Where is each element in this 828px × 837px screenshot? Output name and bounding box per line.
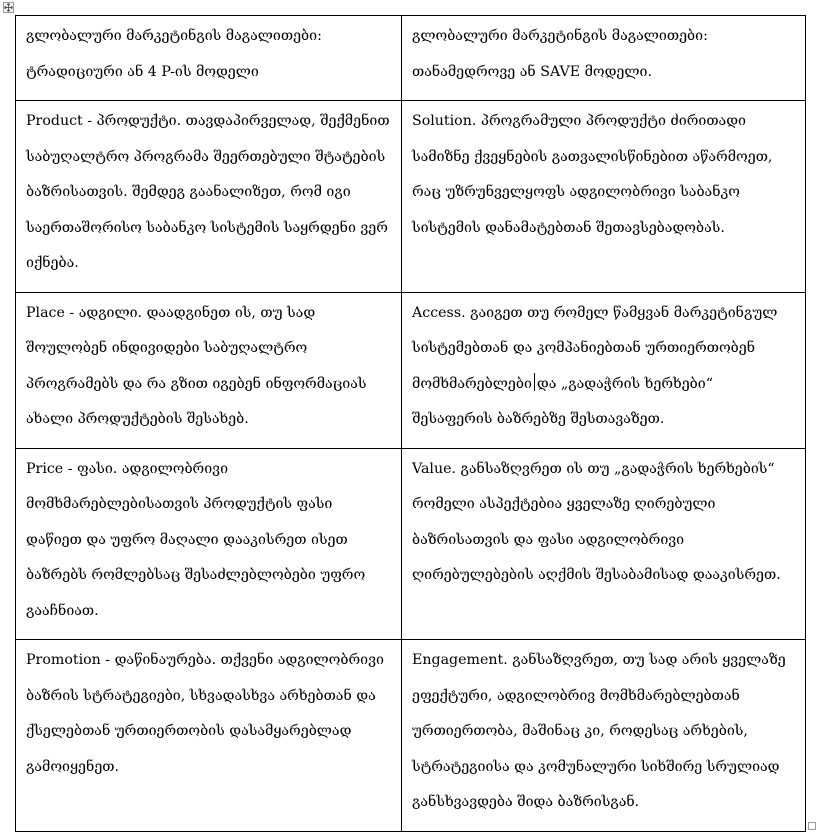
table-row-place <box>16 292 806 448</box>
cell-access[interactable] <box>402 292 806 448</box>
table-move-handle[interactable] <box>3 2 14 13</box>
table-row-price <box>16 448 806 640</box>
table-resize-handle[interactable] <box>808 822 816 830</box>
table-row-product <box>16 101 806 293</box>
cell-text: Engagement. განსაზღვრეთ, თუ სად არის ყველაზე ეფექტური, ადგილობრივ მომხმარებლებთან ურთიერთობა, მაშინაც კი, როდესაც არხების, სტრატეგიისა და კომუნალური სიხშირე სრულიად განსხვავდება შიდა ბაზრისგან. <box>412 652 786 810</box>
header-traditional-text: გლობალური მარკეტინგის მაგალითები: ტრადიციური ან 4 P-ის მოდელი <box>26 28 322 80</box>
cell-price[interactable] <box>16 448 402 640</box>
cell-text: Promotion - დაწინაურება. თქვენი ადგილობრივი ბაზრის სტრატეგიები, სხვადასხვა არხებთან და ქსელებთან ურთიერთობის დასამყარებლად გამოიყენეთ. <box>26 652 384 775</box>
cell-text: Price - ფასი. ადგილობრივი მომხმარებლებისათვის პროდუქტის ფასი დაწიეთ და უფრო მაღალი დააკისრეთ ისეთ ბაზრებს რომლებსაც შესაძლებლობები უფრო გააჩნიათ. <box>26 460 366 619</box>
cell-text: Place - ადგილი. დაადგინეთ ის, თუ სად შოულობენ ინდივიდები საბუღალტრო პროგრამებს და რა გზით იგებენ ინფორმაციას ახალი პროდუქტების შესახებ. <box>26 304 367 427</box>
header-traditional-cell[interactable] <box>16 16 402 101</box>
table-row-promotion <box>16 640 806 832</box>
cell-product[interactable] <box>16 101 402 293</box>
cell-engagement[interactable] <box>402 640 806 832</box>
header-modern-cell[interactable] <box>402 16 806 101</box>
cell-solution[interactable] <box>402 101 806 293</box>
cell-text: Solution. პროგრამული პროდუქტი ძირითადი სამიზნე ქვეყნების გათვალისწინებით აწარმოეთ, რაც უზრუნველყოფს ადგილობრივი საბანკო სისტემის დანამატებთან შეთავსებადობას. <box>412 113 773 236</box>
cell-text: Value. განსაზღვრეთ ის თუ „გადაჭრის ხერხების“ რომელი ასპექტებია ყველაზე ღირებული ბაზრისათვის და ფასი ადგილობრივი ღირებულებების აღქმის შესაბამისად დააკისრეთ. <box>412 460 781 583</box>
move-arrows-icon <box>4 3 13 12</box>
cell-value[interactable] <box>402 448 806 640</box>
header-modern-text: გლობალური მარკეტინგის მაგალითები: თანამედროვე ან SAVE მოდელი. <box>412 28 708 80</box>
cell-promotion[interactable] <box>16 640 402 832</box>
cell-text: Product - პროდუქტი. თავდაპირველად, შექმენით საბუღალტრო პროგრამა შეერთებული შტატების ბაზრისათვის. შემდეგ გაანალიზეთ, რომ იგი საერთაშორისო საბანკო სისტემის საყრდენი ვერ იქნება. <box>26 113 390 271</box>
marketing-models-table <box>15 15 806 832</box>
cell-text: და „გადაჭრის ხერხები“ შესაფერის ბაზრებზე შესთავაზეთ. <box>412 375 713 427</box>
table-header-row <box>16 16 806 101</box>
cell-place[interactable] <box>16 292 402 448</box>
text-cursor <box>534 373 535 391</box>
cell-text: Access. გაიგეთ თუ რომელ წამყვან მარკეტინგულ სისტემებთან და კომპანიებთან ურთიერთობენ მომხმარებლები <box>412 304 778 392</box>
